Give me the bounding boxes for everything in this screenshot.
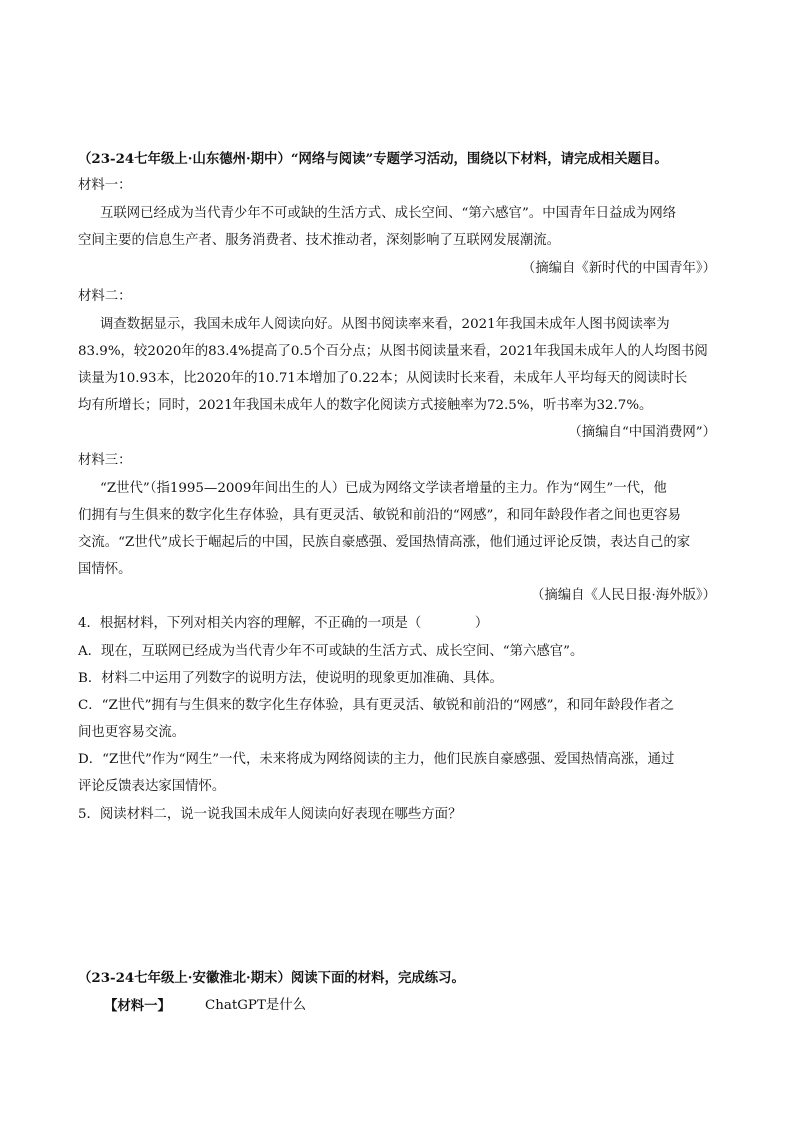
section2-material1-label: 【材料一】 xyxy=(104,998,171,1014)
question-4-option-c-cont: 间也更容易交流。 xyxy=(78,725,186,740)
material2-line: 83.9%，较2020年的83.4%提高了0.5个百分点；从图书阅读量来看，2021年我国未成年人的人均图书阅 xyxy=(78,344,708,359)
material1-line: 互联网已经成为当代青少年不可或缺的生活方式、成长空间、“第六感官”。中国青年日益成为网络 xyxy=(100,206,677,221)
question-4-option-c: C．“Z世代”拥有与生俱来的数字化生存体验，具有更灵活、敏锐和前沿的“网感”，和同年龄段作者之 xyxy=(78,698,674,713)
material1-source: （摘编自《新时代的中国青年》） xyxy=(521,261,716,276)
material2-label: 材料二： xyxy=(78,289,132,304)
material2-line: 读量为10.93本，比2020年的10.71本增加了0.22本；从阅读时长来看，未成年人平均每天的阅读时长 xyxy=(78,371,688,386)
question-4-option-a: A．现在，互联网已经成为当代青少年不可或缺的生活方式、成长空间、“第六感官”。 xyxy=(78,644,584,659)
material2-line: 均有所增长；同时，2021年我国未成年人的数字化阅读方式接触率为72.5%，听书率为32.7%。 xyxy=(78,398,653,413)
section2-material1-title: ChatGPT是什么 xyxy=(205,998,307,1013)
material3-line: 国情怀。 xyxy=(78,562,132,577)
material3-line: “Z世代”（指1995—2009年间出生的人）已成为网络文学读者增量的主力。作为“网生”一代，他 xyxy=(100,481,667,496)
material3-source: （摘编自《人民日报·海外版》） xyxy=(530,588,716,603)
material3-line: 们拥有与生俱来的数字化生存体验，具有更灵活、敏锐和前沿的“网感”，和同年龄段作者之间也更容易 xyxy=(78,508,681,523)
material2-source: （摘编自“中国消费网”） xyxy=(568,425,716,440)
question-4-option-d-cont: 评论反馈表达家国情怀。 xyxy=(78,779,226,794)
question-4-option-d: D．“Z世代”作为“网生”一代，未来将成为网络阅读的主力，他们民族自豪感强、爱国热情高涨，通过 xyxy=(78,752,675,767)
section2-header: （23-24七年级上·安徽淮北·期末）阅读下面的材料，完成练习。 xyxy=(78,970,465,986)
section1-header: （23-24七年级上·山东德州·期中）“网络与阅读”专题学习活动，围绕以下材料，请完成相关题目。 xyxy=(78,151,668,167)
question-5: 5．阅读材料二，说一说我国未成年人阅读向好表现在哪些方面？ xyxy=(78,807,462,822)
question-4-option-b: B．材料二中运用了列数字的说明方法，使说明的现象更加准确、具体。 xyxy=(78,671,503,686)
question-4-stem: 4．根据材料，下列对相关内容的理解，不正确的一项是（ ） xyxy=(78,616,489,631)
material1-line: 空间主要的信息生产者、服务消费者、技术推动者，深刻影响了互联网发展潮流。 xyxy=(78,233,561,248)
material3-line: 交流。“Z世代”成长于崛起后的中国，民族自豪感强、爱国热情高涨，他们通过评论反馈，表达自己的家 xyxy=(78,535,691,550)
material1-label: 材料一： xyxy=(78,178,132,193)
material3-label: 材料三： xyxy=(78,453,132,468)
material2-line: 调查数据显示，我国未成年人阅读向好。从图书阅读率来看，2021年我国未成年人图书阅读率为 xyxy=(100,317,670,332)
